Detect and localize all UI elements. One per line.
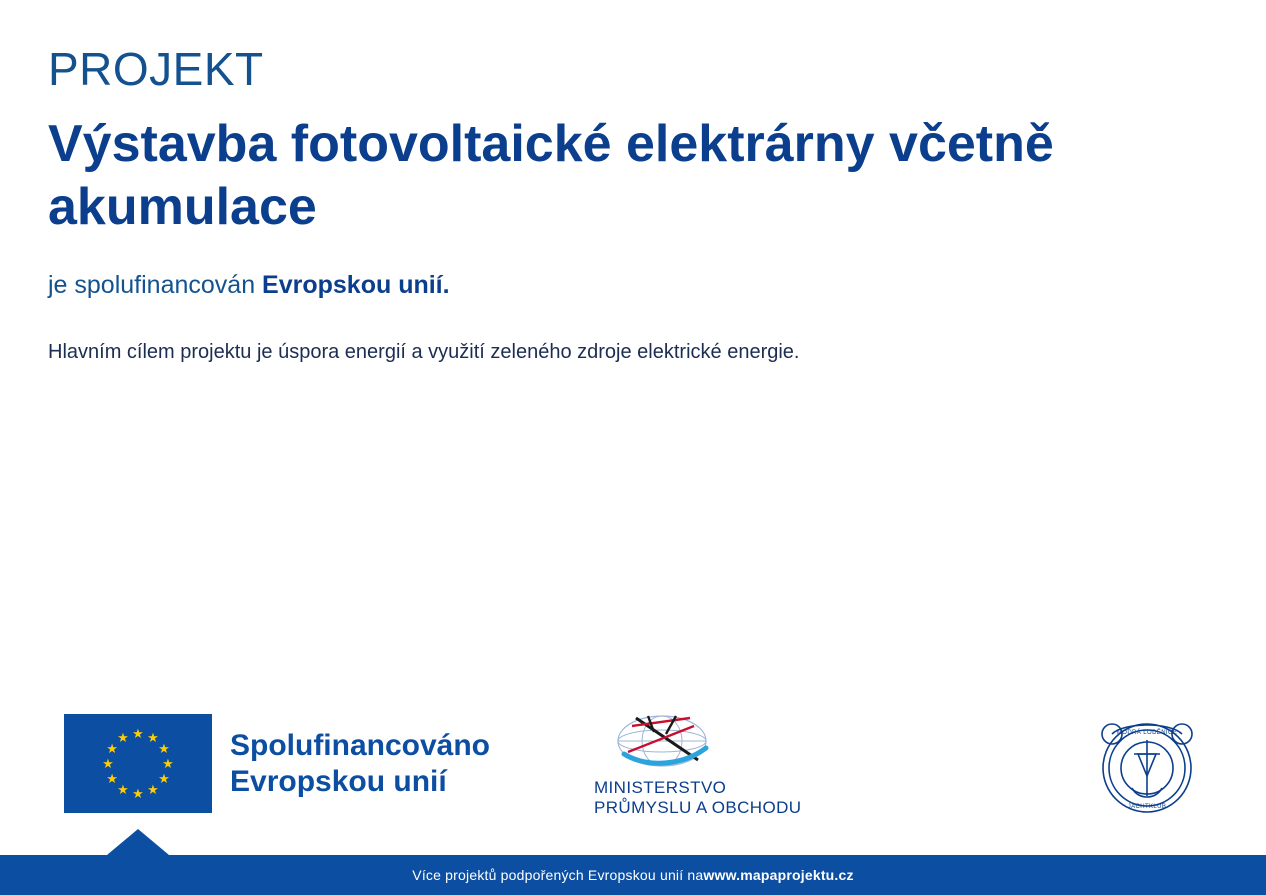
seal-outer-text: MODRÁ LODĚNICE (1116, 730, 1178, 736)
funding-statement-strong: Evropskou unií. (262, 271, 450, 300)
eu-star-icon: ★ (162, 756, 174, 771)
eu-star-icon: ★ (106, 741, 118, 756)
ministry-logo-text (594, 778, 801, 818)
eu-star-icon: ★ (132, 786, 144, 801)
project-goal-text: Hlavním cílem projektu je úspora energií a využití zeleného zdroje elektrické energie. (48, 340, 800, 363)
footer-bar (0, 855, 1266, 895)
funding-statement-prefix: je spolufinancován (48, 271, 263, 300)
footer-notch (107, 829, 169, 855)
poster-content (48, 44, 1168, 366)
eu-star-icon: ★ (102, 756, 114, 771)
eu-funding-line-1: Spolufinancováno (230, 729, 491, 763)
eu-star-icon: ★ (147, 781, 159, 797)
ministry-line-1: MINISTERSTVO (594, 778, 727, 797)
eu-star-icon: ★ (106, 771, 118, 786)
kicker-label: PROJEKT (48, 43, 264, 95)
footer-link[interactable]: www.mapaprojektu.cz (703, 867, 854, 883)
eu-funding-line-2: Evropskou unií (230, 764, 447, 798)
eu-star-icon: ★ (132, 726, 144, 741)
ministry-line-2: PRŮMYSLU A OBCHODU (594, 798, 802, 818)
eu-star-icon: ★ (117, 781, 129, 797)
company-seal-logo (1088, 710, 1206, 822)
eu-star-icon: ★ (147, 730, 159, 746)
eu-funding-logo-text (230, 728, 490, 799)
eu-star-icon: ★ (158, 741, 170, 756)
footer-text: Více projektů podpořených Evropskou unií na (412, 867, 704, 883)
funding-statement (48, 269, 1168, 302)
seal-inner-text: JACHTKLUB (1127, 804, 1167, 810)
eu-flag-icon (64, 714, 212, 813)
eu-star-icon: ★ (117, 730, 129, 746)
page-title: Výstavba fotovoltaické elektrárny včetně akumulace (48, 114, 1054, 237)
ministry-globe-icon (602, 708, 722, 774)
eu-funding-logo (64, 714, 490, 813)
ministry-logo (594, 708, 824, 820)
eu-star-icon: ★ (158, 771, 170, 786)
logo-row (0, 700, 1266, 830)
